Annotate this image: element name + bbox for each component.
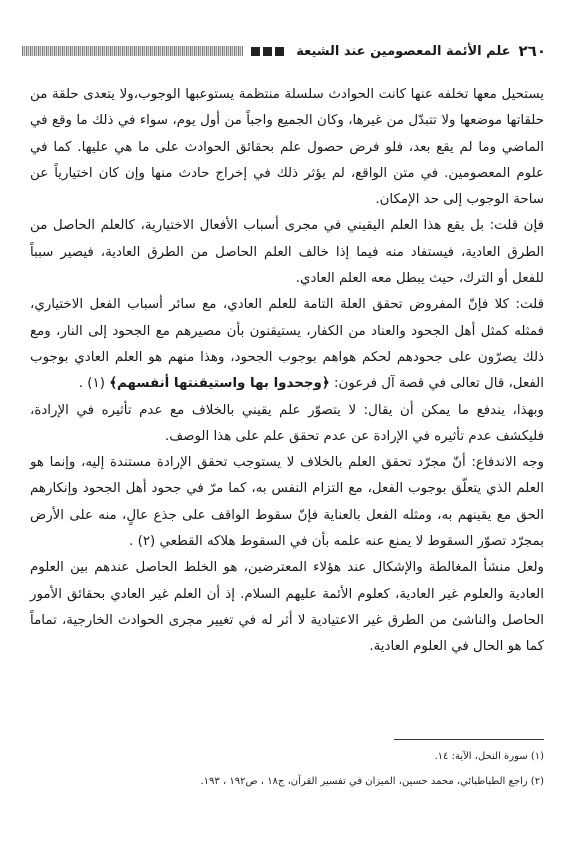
paragraph-1: يستحيل معها تخلفه عنها كانت الحوادث سلسلة منتظمة يستوعبها الوجوب،ولا يتعدى حلقة من حلقاتها موضعها ولا تتبدّل من غيرها، وكان الجميع واجباً من أول يوم، سواء في ذلك ما وقع في الماضي وما لم يقع بعد، فلو فرض حصول علم بحقائق الحوادث على ما هي عليها. كما في علوم المعصومين. في متن الواقع، لم يؤثر ذلك في إخراج حادث منها وإن كان اختيارياً عن ساحة الوجوب إلى حد الإمكان. [30, 87, 544, 208]
running-title: علم الأئمة المعصومين عند الشيعة [296, 43, 511, 59]
footnote-divider [394, 739, 544, 740]
paragraph-4: وبهذا، يندفع ما يمكن أن يقال: لا يتصوّر علم يقيني بالخلاف مع عدم تأثيره في الإرادة، فليكشف عدم تأثيره في الإرادة عن عدم تحقق علم على هذا الوصف. [30, 402, 544, 444]
footnote-ref-1: (١) . [78, 376, 105, 392]
footnote-1: (١) سورة النحل، الآية: ١٤. [434, 751, 544, 762]
footnotes [30, 744, 544, 794]
paragraph-6: ولعل منشأ المغالطة والإشكال عند هؤلاء المعترضين، هو الخلط الحاصل عندهم بين العلوم العادية والعلوم غير العادية، كعلوم الأئمة عليهم السلام. إذ أن العلم غير العادي بحقائق الأمور الحاصل والناشئ من الطرق غير الاعتيادية لا أثر له في تغيير مجرى الحوادث الخارجية، تماماً كما هو الحال في العلوم العادية. [30, 560, 544, 655]
quran-quote: ﴿وجحدوا بها واستيقنتها أنفسهم﴾ [109, 376, 330, 392]
header-ornament-rule [22, 46, 243, 56]
paragraph-3 [30, 292, 544, 397]
footnote-2: (٢) راجع الطباطبائي، محمد حسين، الميزان في تفسير القرآن، ج١٨ ، ص١٩٢ ، ١٩٣. [200, 776, 544, 787]
paragraph-5: وجه الاندفاع: أنّ مجرّد تحقق العلم بالخلاف لا يستوجب تحقق الإرادة مستندة إليه، وإنما هو العلم الذي يتعلّق بوجوب الفعل، مع التزام النفس به، كما مرّ في جحود أهل الجحود وإنكارهم الحق مع يقينهم به، ومثله الفعل بالعناية فإنّ سقوط الواقف على جذع عالٍ، منه على الأرض بمجرّد تصوّر السقوط لا يمنع عنه علمه بأن في السقوط هلاكه القطعي (٢) . [30, 455, 544, 550]
page-number: ٢٦٠ [518, 42, 546, 60]
body-text [30, 82, 544, 661]
running-header [22, 38, 546, 64]
paragraph-3-text: قلت: كلا فإنّ المفروض تحقق العلة التامة للعلم العادي، مع سائر أسباب الفعل الاختياري، فمثله كمثل أهل الجحود والعناد من الكفار، يستيقنون بأن مصيرهم مع الجحود إلى النار، ومع ذلك يصرّون على جحودهم لحكم هواهم بوجوب الجحود، وهذا منهم هو العلم العادي بوجوب الفعل، قال تعالى في قصة آل فرعون: [30, 297, 544, 392]
paragraph-2: فإن قلت: بل يقع هذا العلم اليقيني في مجرى أسباب الأفعال الاختيارية، كالعلم الحاصل من الطرق العادية، فيستفاد منه فيما إذا خالف العلم الحاصل من الطرق العادية، فيصير سبباً للفعل أو الترك، حيث يبطل معه العلم العادي. [30, 218, 544, 287]
header-ornament-squares [251, 47, 284, 56]
